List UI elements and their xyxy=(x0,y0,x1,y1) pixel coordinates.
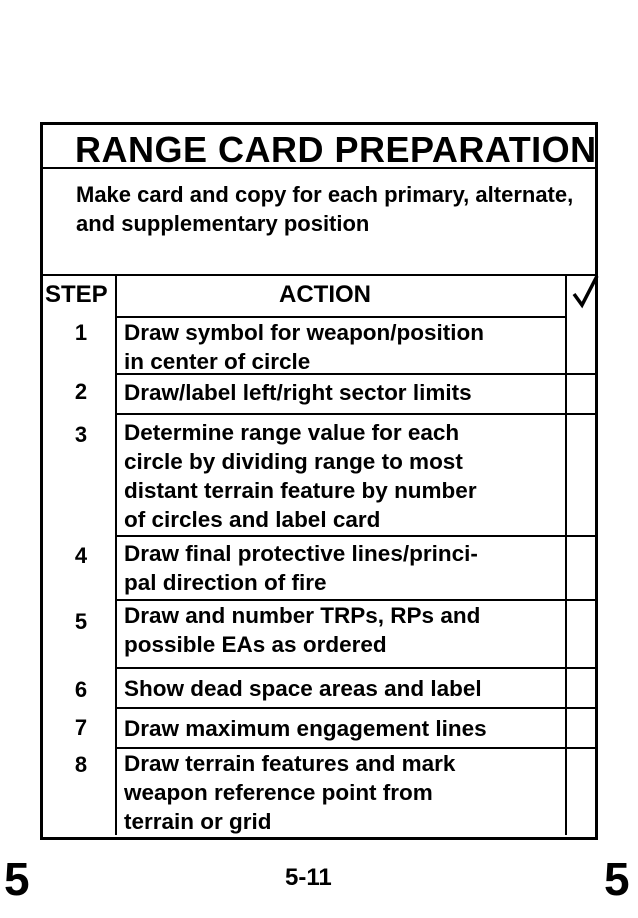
step-action: Draw and number TRPs, RPs and possible EAs as ordered xyxy=(124,603,481,657)
step-action: Draw terrain features and mark weapon reference point from terrain or grid xyxy=(124,751,456,834)
chapter-marker-left: 5 xyxy=(4,853,30,905)
step-action: Draw symbol for weapon/position in center of circle xyxy=(124,320,485,374)
card-title: RANGE CARD PREPARATION xyxy=(75,129,597,170)
chapter-marker-right: 5 xyxy=(604,853,630,905)
step-number: 1 xyxy=(74,320,88,345)
step-number: 3 xyxy=(74,422,88,447)
step-number: 8 xyxy=(74,752,88,777)
step-number: 6 xyxy=(74,677,88,702)
table-top-rule xyxy=(43,274,595,276)
page-number: 5-11 xyxy=(285,864,332,891)
step-action: Determine range value for each circle by dividing range to most distant terrain feature by number of circles and label card xyxy=(124,420,477,532)
step-header: STEP xyxy=(45,281,108,308)
step-action: Draw final protective lines/princi- pal direction of fire xyxy=(124,541,478,595)
title-bar xyxy=(43,125,595,169)
step-number: 5 xyxy=(74,609,88,634)
step-action: Show dead space areas and label xyxy=(124,676,482,701)
step-number: 2 xyxy=(74,379,88,404)
row-divider xyxy=(115,667,598,669)
row-divider xyxy=(115,413,598,415)
card-instructions: Make card and copy for each primary, alternate, and supplementary position xyxy=(76,182,574,236)
step-action: Draw maximum engagement lines xyxy=(124,716,487,741)
action-header: ACTION xyxy=(279,281,371,308)
row-divider xyxy=(115,535,598,537)
range-card-checklist xyxy=(40,122,598,840)
checkmark-icon xyxy=(571,273,601,314)
row-divider xyxy=(115,707,598,709)
step-number: 4 xyxy=(74,543,88,568)
check-column-divider xyxy=(565,274,567,835)
step-column-divider xyxy=(115,274,117,835)
step-action: Draw/label left/right sector limits xyxy=(124,380,472,405)
step-number: 7 xyxy=(74,715,88,740)
